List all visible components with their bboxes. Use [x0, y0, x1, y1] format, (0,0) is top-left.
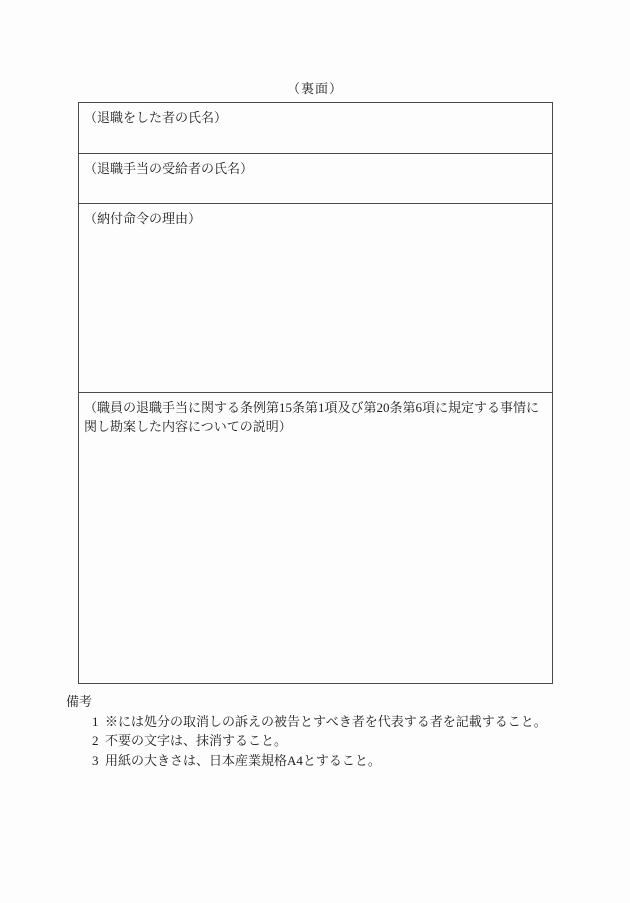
note-text: ※には処分の取消しの訴えの被告とすべき者を代表する者を記載すること。	[105, 713, 547, 729]
form-table	[78, 102, 553, 684]
form-row-retiree-name	[79, 103, 552, 154]
note-number: 1	[92, 713, 99, 729]
form-row-explanation	[79, 393, 552, 683]
note-text: 不要の文字は、抹消すること。	[105, 733, 288, 748]
form-row-label: （納付命令の理由）	[84, 211, 202, 226]
note-text: 用紙の大きさは、日本産業規格A4とすること。	[105, 752, 381, 768]
page-title: （裏面）	[286, 81, 343, 96]
note-item	[92, 731, 556, 751]
note-item	[92, 751, 556, 771]
form-row-label: （職員の退職手当に関する条例第15条第1項及び第20条第6項に規定する事情に関し勘案した内容についての説明）	[84, 400, 540, 434]
note-number: 3	[92, 752, 99, 768]
note-item	[92, 712, 556, 732]
notes-heading: 備考	[66, 694, 93, 709]
form-row-recipient-name	[79, 154, 552, 204]
form-row-label: （退職手当の受給者の氏名）	[84, 161, 254, 176]
form-row-label: （退職をした者の氏名）	[84, 110, 228, 125]
form-row-payment-order-reason	[79, 204, 552, 393]
notes-section	[66, 692, 556, 770]
note-number: 2	[92, 733, 99, 748]
